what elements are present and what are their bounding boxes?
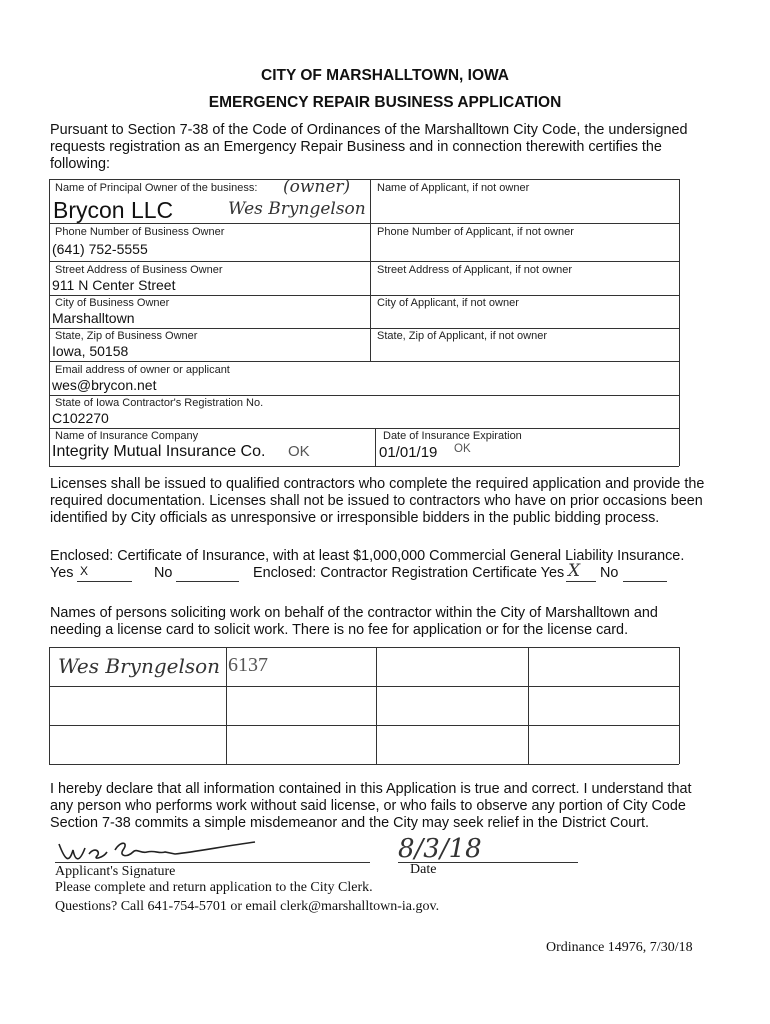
owner-name-label: Name of Principal Owner of the business:	[55, 182, 258, 194]
expiration-label: Date of Insurance Expiration	[383, 430, 522, 442]
applicant-street-label: Street Address of Applicant, if not owner	[377, 264, 573, 276]
names-paragraph: Names of persons soliciting work on behalf of the contractor within the City of Marshalltown and needing a license card to solicit work. There is no fee for application or for the license card.	[50, 605, 658, 638]
owner-state-label: State, Zip of Business Owner	[55, 330, 198, 342]
declaration-paragraph: I hereby declare that all information contained in this Application is true and correct. I understand that any person who performs work without said license, or who fails to observe any portion of City Code Section 7-38 commits a simple misdemeanor and the City may seek relief in the District Court.	[50, 781, 692, 831]
email-value: wes@brycon.net	[52, 377, 157, 393]
signature-label: Applicant's Signature	[55, 864, 176, 879]
owner-phone-label: Phone Number of Business Owner	[55, 226, 225, 238]
footer-instructions: Please complete and return application to the City Clerk.	[55, 880, 373, 895]
applicant-name-label: Name of Applicant, if not owner	[377, 182, 530, 194]
applicant-state-label: State, Zip of Applicant, if not owner	[377, 330, 547, 342]
insurance-value: Integrity Mutual Insurance Co.	[52, 443, 266, 460]
licenses-paragraph: Licenses shall be issued to qualified contractors who complete the required application and provide the required documentation. Licenses shall not be issued to contractors who have on prior occasions been identified by City officials as unresponsive or irresponsible bidders in the public bidding process.	[50, 476, 705, 526]
yes-blank[interactable]	[77, 580, 132, 582]
owner-street-value: 911 N Center Street	[52, 277, 176, 293]
owner-note: (owner)	[283, 177, 351, 197]
owner-street-label: Street Address of Business Owner	[55, 264, 223, 276]
person-number-1: 6137	[228, 654, 268, 676]
page-title: CITY OF MARSHALLTOWN, IOWA	[261, 67, 509, 84]
owner-name-value: Brycon LLC	[53, 197, 174, 223]
yes-mark: X	[80, 564, 89, 578]
owner-state-value: Iowa, 50158	[52, 343, 129, 359]
applicant-phone-label: Phone Number of Applicant, if not owner	[377, 226, 574, 238]
ordinance-reference: Ordinance 14976, 7/30/18	[546, 940, 693, 955]
enclosed-insurance-text: Enclosed: Certificate of Insurance, with at least $1,000,000 Commercial General Liability Insurance.	[50, 548, 685, 564]
no-label: No	[154, 565, 173, 581]
contractor-no-blank[interactable]	[623, 580, 667, 582]
yes-label: Yes	[50, 565, 74, 581]
expiration-ok-mark: OK	[454, 443, 471, 455]
insurance-label: Name of Insurance Company	[55, 430, 199, 442]
footer-contact: Questions? Call 641-754-5701 or email clerk@marshalltown-ia.gov.	[55, 899, 440, 914]
handwritten-date: 8/3/18	[398, 834, 482, 864]
owner-handwritten-name: Wes Bryngelson	[228, 199, 366, 219]
owner-phone-value: (641) 752-5555	[52, 241, 148, 257]
intro-paragraph: Pursuant to Section 7-38 of the Code of Ordinances of the Marshalltown City Code, the undersigned requests registration as an Emergency Repair Business and in connection therewith certifies the following:	[50, 122, 688, 172]
date-label: Date	[410, 862, 437, 877]
owner-city-label: City of Business Owner	[55, 297, 170, 309]
contractor-cert-text: Enclosed: Contractor Registration Certificate Yes	[253, 565, 565, 581]
contractor-no-label: No	[600, 565, 619, 581]
owner-city-value: Marshalltown	[52, 310, 135, 326]
signature-line	[55, 862, 370, 863]
registration-label: State of Iowa Contractor's Registration No.	[55, 397, 264, 409]
contractor-yes-mark: X	[568, 561, 581, 581]
no-blank[interactable]	[176, 580, 239, 582]
email-label: Email address of owner or applicant	[55, 364, 230, 376]
registration-value: C102270	[52, 410, 109, 426]
page-subtitle: EMERGENCY REPAIR BUSINESS APPLICATION	[208, 94, 562, 111]
insurance-ok-mark: OK	[288, 443, 310, 460]
applicant-city-label: City of Applicant, if not owner	[377, 297, 519, 309]
expiration-value: 01/01/19	[379, 444, 438, 461]
person-name-1: Wes Bryngelson	[58, 654, 221, 678]
